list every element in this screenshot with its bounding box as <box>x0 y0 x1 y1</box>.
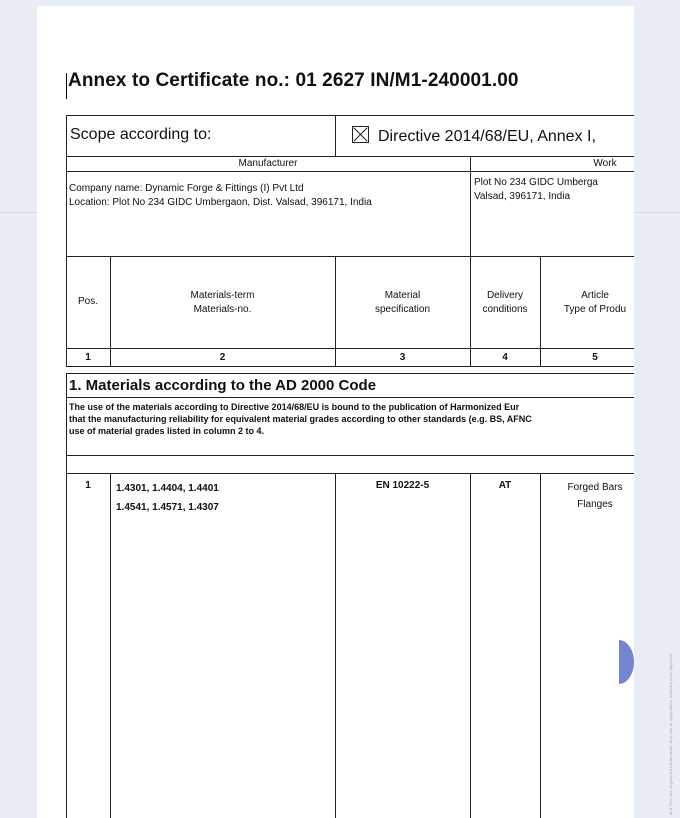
row-materials <box>116 479 331 517</box>
column-number-row <box>66 349 634 367</box>
column-number-5: 5 <box>592 352 598 363</box>
section-top-border <box>66 373 634 374</box>
data-grid-col-3 <box>470 473 471 818</box>
work-line-2: Valsad, 396171, India <box>474 191 571 202</box>
column-header-delivery-line2: conditions <box>482 304 528 315</box>
party-details-row <box>66 172 634 257</box>
column-header-delivery-line1: Delivery <box>486 290 524 301</box>
grid-left-border <box>66 115 67 367</box>
row-pos: 1 <box>85 480 91 491</box>
grid-scope-divider <box>335 115 336 157</box>
grid-col-3 <box>470 257 471 367</box>
party-header-row <box>66 157 634 172</box>
column-header-pos: Pos. <box>77 296 98 307</box>
row-article-line-2: Flanges <box>577 499 613 510</box>
column-header-materials <box>110 257 335 348</box>
row-materials-line-2: 1.4541, 1.4571, 1.4307 <box>116 502 219 513</box>
grid-party-divider <box>470 157 471 257</box>
column-header-specification-line2: specification <box>374 304 431 315</box>
scope-label: Scope according to: <box>70 126 212 143</box>
column-header-article-line2: Type of Produ <box>563 304 627 315</box>
manufacturer-header: Manufacturer <box>238 158 298 169</box>
grid-col-1 <box>110 257 111 367</box>
row-specification: EN 10222-5 <box>375 480 430 491</box>
data-grid-col-4 <box>540 473 541 818</box>
section-left-border <box>66 373 67 818</box>
work-line-1: Plot No 234 GIDC Umberga <box>474 177 598 188</box>
section-text-border <box>66 455 634 456</box>
column-header-article-line1: Article <box>581 290 609 301</box>
section-text <box>69 401 532 437</box>
section-text-line-1: The use of the materials according to Directive 2014/68/EU is bound to the publication of Harmonized Eur <box>69 402 520 412</box>
column-header-article <box>540 257 634 348</box>
manufacturer-name: Company name: Dynamic Forge & Fittings (I) Pvt Ltd <box>69 183 304 194</box>
scope-value-cell <box>352 116 634 156</box>
row-article <box>540 479 634 513</box>
column-number-1: 1 <box>85 352 91 363</box>
data-grid-col-2 <box>335 473 336 818</box>
scope-value: Directive 2014/68/EU, Annex I, <box>378 128 596 145</box>
side-note: and TUV are registered trademarks. Any use or application requires prior approval. <box>668 652 673 815</box>
document-title: Annex to Certificate no.: 01 2627 IN/M1-240001.00 <box>68 70 519 91</box>
column-header-row <box>66 257 634 349</box>
manufacturer-location: Location: Plot No 234 GIDC Umbergaon, Dist. Valsad, 396171, India <box>69 197 372 208</box>
column-header-materials-no: Materials-no. <box>193 304 252 315</box>
row-delivery: AT <box>498 480 512 491</box>
column-header-materials-term: Materials-term <box>190 290 255 301</box>
column-number-3: 3 <box>399 352 406 363</box>
column-number-2: 2 <box>219 352 226 363</box>
section-text-line-3: use of material grades listed in column 2 to 4. <box>69 426 265 436</box>
data-grid-col-1 <box>110 473 111 818</box>
row-article-line-1: Forged Bars <box>567 482 623 493</box>
section-title-border <box>66 397 634 398</box>
data-top-border <box>66 473 634 474</box>
grid-col-4 <box>540 257 541 367</box>
work-details <box>474 172 634 256</box>
manufacturer-details <box>69 172 469 256</box>
grid-col-2 <box>335 257 336 367</box>
row-materials-line-1: 1.4301, 1.4404, 1.4401 <box>116 483 219 494</box>
column-header-delivery <box>470 257 540 348</box>
section-text-line-2: that the manufacturing reliability for equivalent material grades according to other standards (e.g. BS, AFNC <box>69 414 532 424</box>
column-number-4: 4 <box>502 352 508 363</box>
text-cursor <box>66 73 67 99</box>
column-header-specification-line1: Material <box>384 290 421 301</box>
work-header: Work <box>593 158 617 169</box>
checked-checkbox-icon <box>352 126 369 143</box>
column-header-specification <box>335 257 470 348</box>
document-page: Annex to Certificate no.: 01 2627 IN/M1-240001.00 Scope according to: Directive 2014/68/EU, Annex I, Manufacturer Work Company name: Dynamic Forge & Fittings (I) Pvt Ltd Location: Plot No 234 GIDC Umbergaon, Dist. Valsad, 396171, India Plot No 234 GIDC Umberga Valsad, 396171, India Pos. Materials-term Materials-no. Material specification Delivery conditions Article Type of Produ 1 2 3 4 5 1. Materials according to the AD 2000 Code The use of the materials according to Directive 2014/68/EU is bound to the publication of Harmonized Eur that the manufacturing reliability for equivalent material grades according to other standards (e.g. BS, AFNC use of material grades listed in column 2 to 4. 1 1.4301, 1.4404, 1.4401 1.4541, 1.4571, 1.4307 EN 10222-5 AT Forged Bars Flanges <box>37 6 634 818</box>
scope-row <box>66 116 634 157</box>
